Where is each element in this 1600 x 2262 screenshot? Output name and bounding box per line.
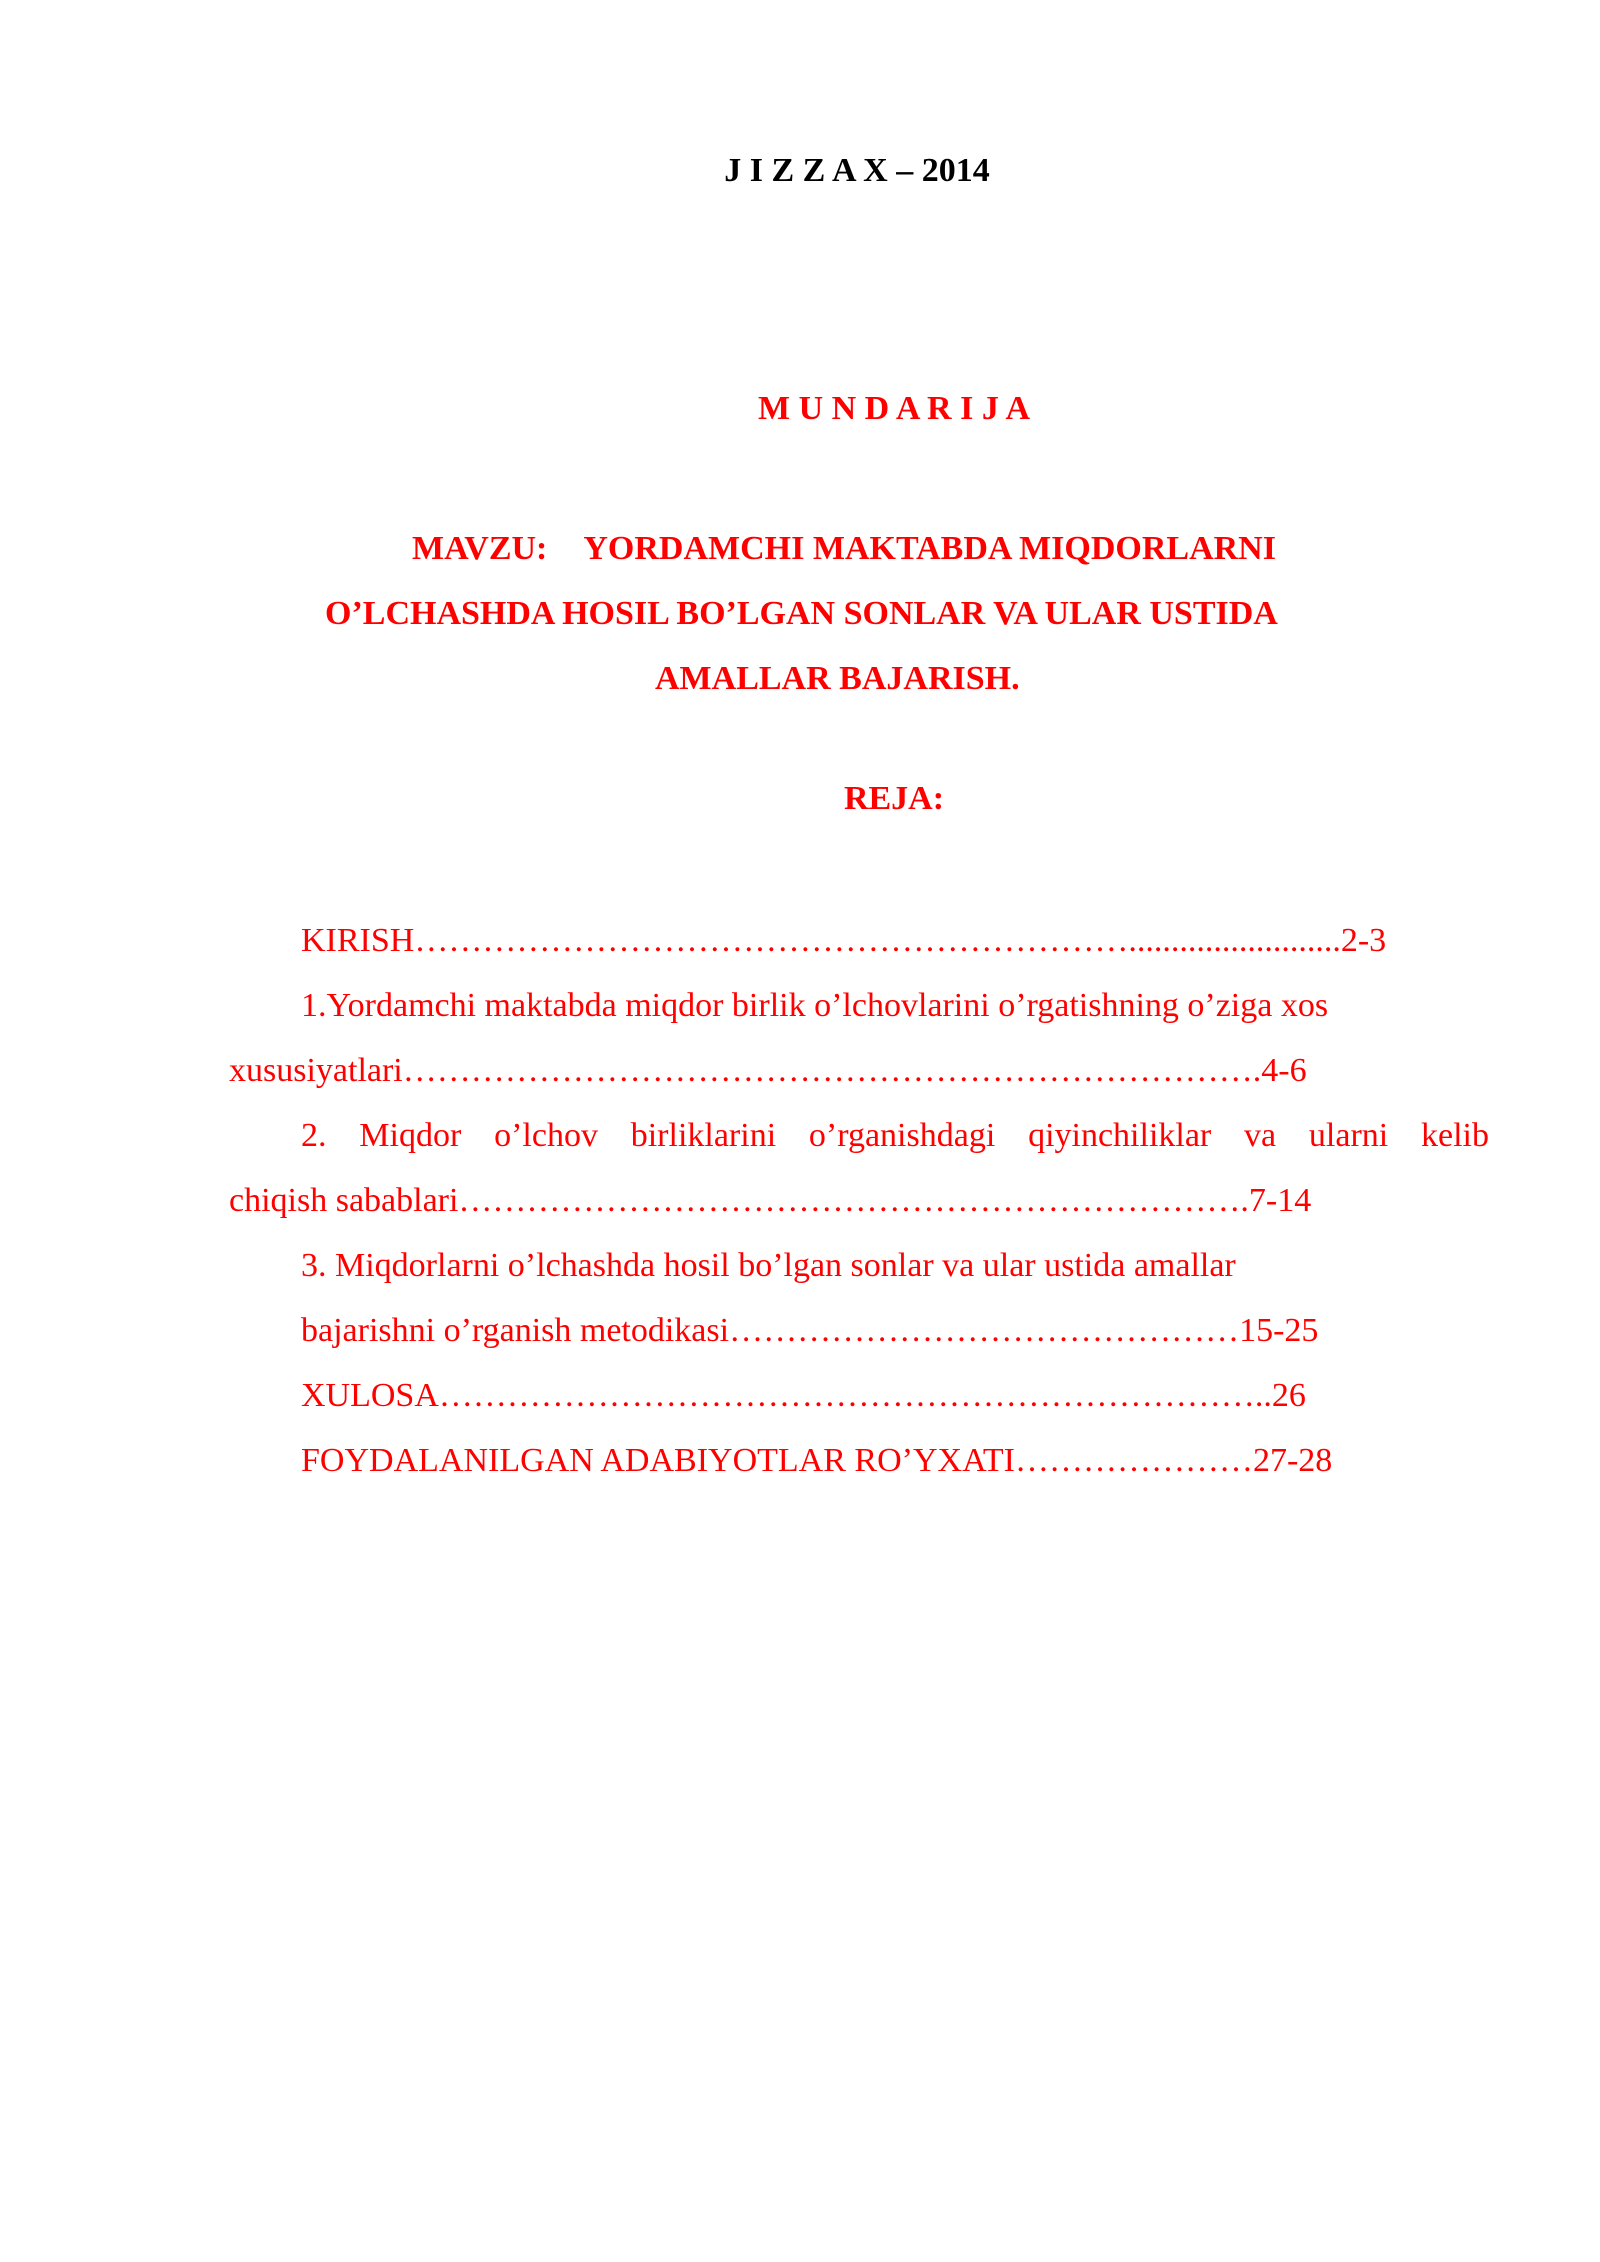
toc-entry-2-line-2: chiqish sabablari…………………………………………………………….7-14 <box>229 1182 1312 1219</box>
topic-line-1 <box>300 516 1400 581</box>
topic-block <box>300 516 1400 711</box>
toc-entry-kirish: KIRISH……………………………………………………….........................2-3 <box>301 922 1387 959</box>
toc-entry-1-line-2: xususiyatlari………………………………………………………………….4-6 <box>229 1052 1307 1089</box>
contents-heading: M U N D A R I J A <box>757 390 1031 427</box>
city-year-header: J I Z Z A X – 2014 <box>724 152 990 189</box>
topic-line-2: O’LCHASHDA HOSIL BO’LGAN SONLAR VA ULAR USTIDA <box>325 595 1278 632</box>
toc-entry-1-line-1: 1.Yordamchi maktabda miqdor birlik o’lchovlarini o’rgatishning o’ziga xos <box>301 987 1329 1024</box>
toc-entry-references: FOYDALANILGAN ADABIYOTLAR RO’YXATI…………………27-28 <box>301 1442 1333 1479</box>
toc-entry-3-line-2: bajarishni o’rganish metodikasi………………………………………15-25 <box>301 1312 1319 1349</box>
plan-heading: REJA: <box>843 780 945 817</box>
toc-entry-3-line-1: 3. Miqdorlarni o’lchashda hosil bo’lgan sonlar va ular ustida amallar <box>301 1247 1236 1284</box>
table-of-contents <box>229 908 1489 1493</box>
toc-entry-xulosa: XULOSA………………………………………………………………..26 <box>301 1377 1306 1414</box>
topic-title-part-1: YORDAMCHI MAKTABDA MIQDORLARNI <box>583 530 1276 567</box>
topic-line-3: AMALLAR BAJARISH. <box>655 660 1020 697</box>
toc-entry-2-line-1: 2. Miqdor o’lchov birliklarini o’rganishdagi qiyinchiliklar va ularni kelib <box>301 1117 1489 1154</box>
topic-label: MAVZU: <box>412 530 548 567</box>
